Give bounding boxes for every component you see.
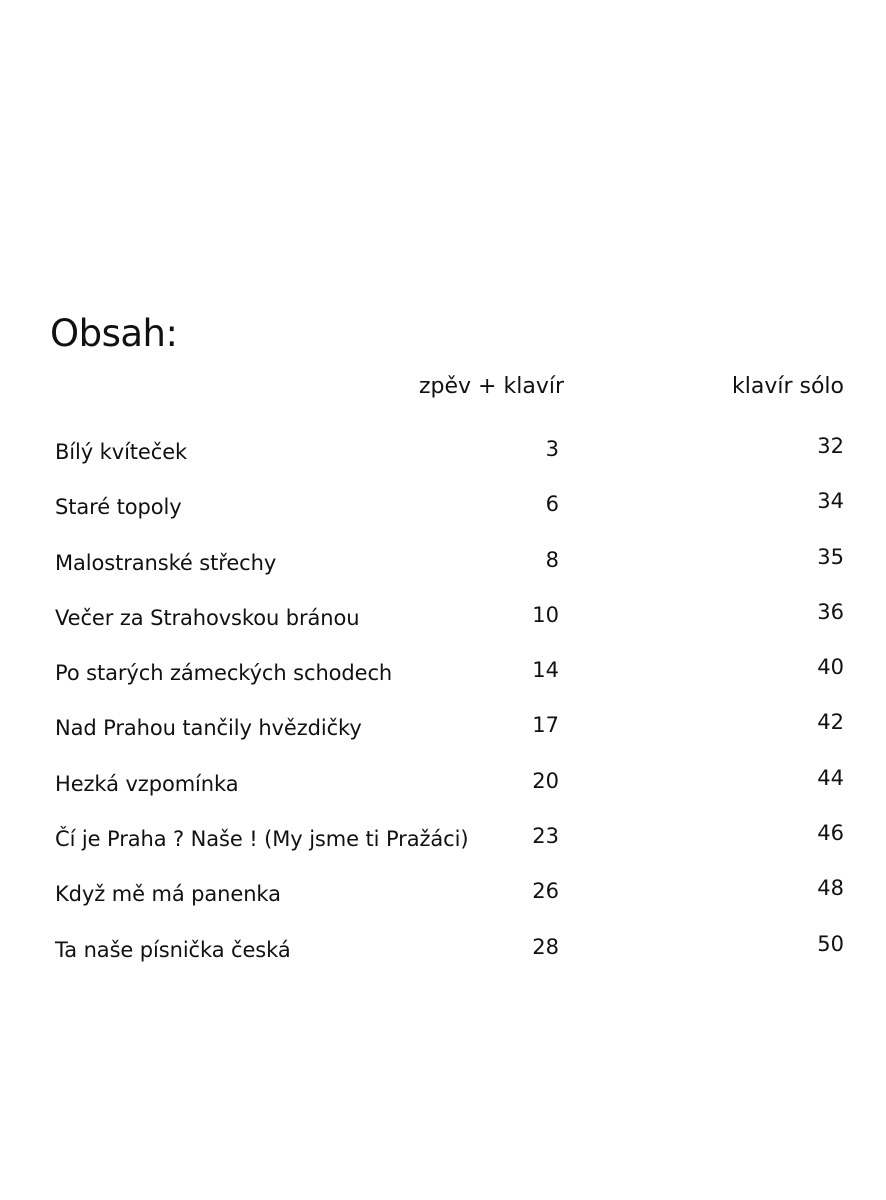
contents-entry — [0, 876, 886, 937]
entry-page-piano-solo: 36 — [817, 599, 844, 624]
entry-page-piano-solo: 44 — [817, 765, 844, 790]
entry-page-piano-solo: 42 — [817, 710, 844, 735]
entry-page-voice-piano: 10 — [532, 602, 559, 627]
entry-page-voice-piano: 28 — [532, 934, 559, 959]
column-header-piano-solo: klavír sólo — [732, 374, 844, 399]
entry-page-piano-solo: 46 — [817, 821, 844, 846]
entry-page-piano-solo: 35 — [817, 544, 844, 569]
entry-page-voice-piano: 23 — [532, 824, 559, 849]
contents-entry — [0, 931, 886, 993]
contents-entry — [0, 489, 886, 550]
entry-title: Večer za Strahovskou bránou — [55, 605, 360, 630]
entry-title: Hezká vzpomínka — [55, 771, 239, 796]
entry-page-voice-piano: 20 — [532, 768, 559, 793]
entry-page-piano-solo: 48 — [817, 876, 844, 901]
entry-title: Když mě má panenka — [55, 882, 281, 907]
entry-title: Staré topoly — [55, 495, 182, 520]
contents-entry — [0, 710, 886, 771]
contents-entry — [0, 765, 886, 827]
contents-list — [0, 434, 886, 993]
contents-entry — [0, 434, 886, 495]
entry-page-voice-piano: 6 — [545, 492, 559, 517]
entry-title: Malostranské střechy — [55, 550, 277, 575]
entry-page-piano-solo: 50 — [817, 931, 844, 956]
entry-page-voice-piano: 17 — [532, 713, 559, 738]
entry-page-voice-piano: 26 — [532, 879, 559, 904]
entry-title: Čí je Praha ? Naše ! (My jsme ti Pražáci) — [55, 827, 469, 852]
entry-title: Ta naše písnička česká — [55, 937, 291, 962]
entry-page-voice-piano: 14 — [532, 658, 559, 683]
page-title: Obsah: — [50, 312, 178, 355]
entry-page-piano-solo: 40 — [817, 655, 844, 680]
entry-title: Nad Prahou tančily hvězdičky — [55, 716, 362, 741]
contents-entry — [0, 599, 886, 661]
column-header-voice-piano: zpěv + klavír — [419, 374, 564, 399]
entry-page-voice-piano: 3 — [545, 437, 559, 461]
entry-title: Bílý kvíteček — [55, 440, 188, 464]
entry-page-piano-solo: 34 — [817, 489, 844, 514]
entry-page-voice-piano: 8 — [545, 547, 559, 572]
contents-entry — [0, 821, 886, 882]
contents-entry — [0, 544, 886, 606]
entry-page-piano-solo: 32 — [817, 434, 844, 458]
entry-title: Po starých zámeckých schodech — [55, 661, 393, 686]
contents-entry — [0, 655, 886, 716]
